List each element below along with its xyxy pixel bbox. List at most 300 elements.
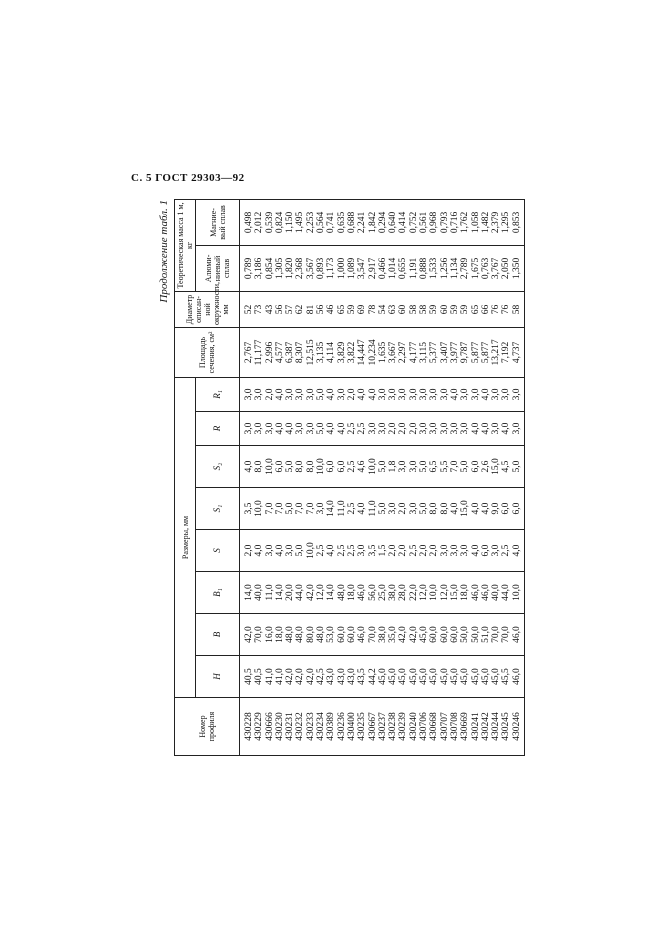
cell-s1-6: 7,0 bbox=[305, 502, 316, 515]
cell-s2-8: 6,0 bbox=[326, 460, 337, 473]
cell-diameter-11: 69 bbox=[357, 304, 368, 315]
cell-magnesium-22: 1,058 bbox=[470, 211, 481, 234]
cell-r-10: 2,5 bbox=[346, 422, 357, 435]
cell-aluminum-10: 1,089 bbox=[346, 257, 357, 280]
cell-profile-8: 430389 bbox=[326, 712, 337, 741]
cell-s2-10: 2,5 bbox=[346, 460, 357, 473]
cell-s-16: 2,5 bbox=[408, 544, 419, 557]
cell-b1-5: 44,0 bbox=[295, 584, 306, 601]
cell-r1-16: 3,0 bbox=[408, 388, 419, 401]
cell-profile-25: 430245 bbox=[501, 712, 512, 741]
cell-r-12: 3,0 bbox=[367, 422, 378, 435]
cell-s1-15: 2,0 bbox=[398, 502, 409, 515]
header-mass-group: Теоретическая масса 1 м, кг bbox=[175, 199, 196, 291]
cell-s-9: 2,5 bbox=[336, 544, 347, 557]
header-magnesium: Магние-вый сплав bbox=[196, 199, 240, 245]
cell-diameter-6: 81 bbox=[305, 304, 316, 315]
cell-aluminum-11: 3,547 bbox=[357, 257, 368, 280]
cell-r-14: 2,0 bbox=[388, 422, 399, 435]
cell-r1-14: 3,0 bbox=[388, 388, 399, 401]
cell-h-22: 45,0 bbox=[470, 668, 481, 685]
cell-area-14: 3,667 bbox=[388, 341, 399, 364]
cell-magnesium-24: 2,379 bbox=[491, 211, 502, 234]
cell-area-21: 9,787 bbox=[460, 341, 471, 364]
cell-diameter-12: 78 bbox=[367, 304, 378, 315]
cell-magnesium-25: 1,295 bbox=[501, 211, 512, 234]
cell-diameter-19: 60 bbox=[439, 304, 450, 315]
cell-b1-2: 11,0 bbox=[264, 584, 275, 601]
cell-s-0: 2,0 bbox=[244, 544, 254, 557]
cell-r1-3: 4,0 bbox=[274, 388, 285, 401]
cell-aluminum-2: 0,854 bbox=[264, 257, 275, 280]
cell-r1-12: 4,0 bbox=[367, 388, 378, 401]
cell-b-10: 60,0 bbox=[346, 626, 357, 643]
cell-h-11: 43,5 bbox=[357, 668, 368, 685]
cell-area-0: 2,767 bbox=[244, 341, 254, 364]
cell-s1-22: 4,0 bbox=[470, 502, 481, 515]
cell-b1-15: 28,0 bbox=[398, 584, 409, 601]
cell-b1-8: 14,0 bbox=[326, 584, 337, 601]
cell-area-19: 3,407 bbox=[439, 341, 450, 364]
cell-aluminum-25: 2,050 bbox=[501, 257, 512, 280]
cell-s1-4: 5,0 bbox=[285, 502, 296, 515]
cell-s1-9: 11,0 bbox=[336, 500, 347, 517]
cell-magnesium-21: 1,762 bbox=[460, 211, 471, 234]
cell-h-4: 42,0 bbox=[285, 668, 296, 685]
cell-h-19: 45,0 bbox=[439, 668, 450, 685]
cell-b-11: 46,0 bbox=[357, 626, 368, 643]
cell-r1-6: 3,0 bbox=[305, 388, 316, 401]
rotated-table-block bbox=[158, 200, 522, 756]
cell-aluminum-8: 1,173 bbox=[326, 257, 337, 280]
cell-diameter-9: 65 bbox=[336, 304, 347, 315]
cell-magnesium-17: 0,561 bbox=[419, 211, 430, 234]
cell-s-25: 2,5 bbox=[501, 544, 512, 557]
cell-profile-10: 430400 bbox=[346, 712, 357, 741]
cell-s2-17: 5,0 bbox=[419, 460, 430, 473]
cell-area-3: 4,577 bbox=[274, 341, 285, 364]
cell-r-18: 3,0 bbox=[429, 422, 440, 435]
col-s1 bbox=[240, 488, 525, 530]
cell-b-26: 46,0 bbox=[511, 626, 522, 643]
cell-s2-15: 3,0 bbox=[398, 460, 409, 473]
cell-profile-12: 430667 bbox=[367, 712, 378, 741]
cell-r-6: 3,0 bbox=[305, 422, 316, 435]
cell-s-26: 4,0 bbox=[511, 544, 522, 557]
cell-b-19: 60,0 bbox=[439, 626, 450, 643]
cell-s1-3: 7,0 bbox=[274, 502, 285, 515]
cell-s1-24: 9,0 bbox=[491, 502, 502, 515]
cell-area-24: 13,217 bbox=[491, 339, 502, 366]
cell-s1-25: 6,0 bbox=[501, 502, 512, 515]
cell-h-7: 42,5 bbox=[316, 668, 327, 685]
cell-h-2: 41,0 bbox=[264, 668, 275, 685]
cell-s1-2: 7,0 bbox=[264, 502, 275, 515]
cell-s2-5: 8,0 bbox=[295, 460, 306, 473]
cell-r-11: 2,5 bbox=[357, 422, 368, 435]
cell-b1-11: 46,0 bbox=[357, 584, 368, 601]
cell-r-17: 3,0 bbox=[419, 422, 430, 435]
cell-aluminum-12: 2,917 bbox=[367, 257, 378, 280]
cell-r-9: 4,0 bbox=[336, 422, 347, 435]
cell-s1-20: 4,0 bbox=[449, 502, 460, 515]
cell-profile-23: 430242 bbox=[480, 712, 491, 741]
cell-b1-23: 46,0 bbox=[480, 584, 491, 601]
cell-r1-19: 3,0 bbox=[439, 388, 450, 401]
cell-area-1: 11,177 bbox=[254, 339, 265, 366]
cell-magnesium-2: 0,539 bbox=[264, 211, 275, 234]
cell-b1-1: 40,0 bbox=[254, 584, 265, 601]
cell-magnesium-9: 0,635 bbox=[336, 211, 347, 234]
col-aluminum bbox=[240, 245, 525, 291]
cell-r-19: 3,0 bbox=[439, 422, 450, 435]
cell-r-13: 3,0 bbox=[377, 422, 388, 435]
cell-b-9: 60,0 bbox=[336, 626, 347, 643]
cell-profile-13: 430237 bbox=[377, 712, 388, 741]
cell-profile-22: 430241 bbox=[470, 712, 481, 741]
cell-s-10: 2,5 bbox=[346, 544, 357, 557]
col-s bbox=[240, 530, 525, 572]
header-diameter: Диаметр описан-ной окружности, мм bbox=[175, 291, 240, 327]
cell-profile-17: 430706 bbox=[419, 712, 430, 741]
cell-area-22: 5,877 bbox=[470, 341, 481, 364]
cell-r1-9: 3,0 bbox=[336, 388, 347, 401]
cell-b1-3: 14,0 bbox=[274, 584, 285, 601]
cell-diameter-3: 56 bbox=[274, 304, 285, 315]
cell-s-11: 3,0 bbox=[357, 544, 368, 557]
cell-b1-25: 44,0 bbox=[501, 584, 512, 601]
cell-h-12: 44,2 bbox=[367, 668, 378, 685]
cell-r1-24: 3,0 bbox=[491, 388, 502, 401]
cell-diameter-8: 46 bbox=[326, 304, 337, 315]
cell-area-23: 5,877 bbox=[480, 341, 491, 364]
col-diameter bbox=[240, 291, 525, 327]
cell-aluminum-15: 0,655 bbox=[398, 257, 409, 280]
cell-profile-16: 430240 bbox=[408, 712, 419, 741]
cell-r-0: 3,0 bbox=[244, 422, 254, 435]
cell-magnesium-6: 2,253 bbox=[305, 211, 316, 234]
cell-s2-19: 5,5 bbox=[439, 460, 450, 473]
cell-r1-5: 3,0 bbox=[295, 388, 306, 401]
cell-area-8: 4,114 bbox=[326, 341, 337, 363]
header-b1: B₁ bbox=[196, 572, 240, 614]
cell-s-17: 2,0 bbox=[419, 544, 430, 557]
cell-area-16: 4,177 bbox=[408, 341, 419, 364]
cell-aluminum-18: 1,533 bbox=[429, 257, 440, 280]
cell-s-1: 4,0 bbox=[254, 544, 265, 557]
cell-area-10: 3,822 bbox=[346, 341, 357, 364]
cell-h-17: 45,0 bbox=[419, 668, 430, 685]
cell-s2-7: 10,0 bbox=[316, 458, 327, 475]
cell-magnesium-1: 2,012 bbox=[254, 211, 265, 234]
cell-s2-2: 10,0 bbox=[264, 458, 275, 475]
cell-b1-17: 12,0 bbox=[419, 584, 430, 601]
cell-h-25: 45,5 bbox=[501, 668, 512, 685]
cell-area-17: 3,115 bbox=[419, 341, 430, 363]
cell-h-20: 45,0 bbox=[449, 668, 460, 685]
col-r bbox=[240, 412, 525, 446]
cell-s1-23: 4,0 bbox=[480, 502, 491, 515]
cell-aluminum-17: 0,888 bbox=[419, 257, 430, 280]
cell-b-16: 42,0 bbox=[408, 626, 419, 643]
cell-diameter-20: 59 bbox=[449, 304, 460, 315]
cell-b1-12: 56,0 bbox=[367, 584, 378, 601]
col-s2 bbox=[240, 446, 525, 488]
cell-r1-23: 4,0 bbox=[480, 388, 491, 401]
cell-r-2: 3,0 bbox=[264, 422, 275, 435]
cell-s1-1: 10,0 bbox=[254, 500, 265, 517]
cell-s1-8: 14,0 bbox=[326, 500, 337, 517]
cell-profile-18: 430668 bbox=[429, 712, 440, 741]
cell-area-11: 14,447 bbox=[357, 339, 368, 366]
cell-area-18: 5,377 bbox=[429, 341, 440, 364]
cell-h-8: 43,0 bbox=[326, 668, 337, 685]
cell-r-22: 4,0 bbox=[470, 422, 481, 435]
cell-profile-19: 430707 bbox=[439, 712, 450, 741]
cell-diameter-4: 57 bbox=[285, 304, 296, 315]
cell-magnesium-19: 0,793 bbox=[439, 211, 450, 234]
cell-r-4: 4,0 bbox=[285, 422, 296, 435]
cell-profile-5: 430232 bbox=[295, 712, 306, 741]
cell-b1-10: 18,0 bbox=[346, 584, 357, 601]
cell-magnesium-12: 1,842 bbox=[367, 211, 378, 234]
col-b1 bbox=[240, 572, 525, 614]
cell-b-3: 18,0 bbox=[274, 626, 285, 643]
cell-r-20: 3,0 bbox=[449, 422, 460, 435]
cell-diameter-5: 62 bbox=[295, 304, 306, 315]
cell-aluminum-23: 0,763 bbox=[480, 257, 491, 280]
cell-b-25: 70,0 bbox=[501, 626, 512, 643]
cell-s1-13: 5,0 bbox=[377, 502, 388, 515]
cell-b-0: 42,0 bbox=[244, 626, 254, 643]
cell-diameter-16: 58 bbox=[408, 304, 419, 315]
cell-area-9: 3,829 bbox=[336, 341, 347, 364]
cell-b-17: 45,0 bbox=[419, 626, 430, 643]
cell-s-14: 2,0 bbox=[388, 544, 399, 557]
cell-profile-9: 430236 bbox=[336, 712, 347, 741]
cell-s-3: 4,0 bbox=[274, 544, 285, 557]
cell-s2-3: 6,0 bbox=[274, 460, 285, 473]
cell-r1-13: 3,0 bbox=[377, 388, 388, 401]
cell-s2-25: 4,5 bbox=[501, 460, 512, 473]
cell-s-2: 3,0 bbox=[264, 544, 275, 557]
cell-s1-19: 8,0 bbox=[439, 502, 450, 515]
table-caption: Продолжение табл. 1 bbox=[158, 200, 170, 303]
cell-magnesium-4: 1,150 bbox=[285, 211, 296, 234]
cell-diameter-18: 59 bbox=[429, 304, 440, 315]
cell-aluminum-13: 0,466 bbox=[377, 257, 388, 280]
cell-h-13: 45,0 bbox=[377, 668, 388, 685]
header-dimensions-group: Размеры, мм bbox=[175, 377, 196, 697]
cell-s2-6: 8,0 bbox=[305, 460, 316, 473]
cell-h-24: 45,0 bbox=[491, 668, 502, 685]
cell-aluminum-24: 3,767 bbox=[491, 257, 502, 280]
cell-profile-20: 430708 bbox=[449, 712, 460, 741]
cell-s2-21: 5,0 bbox=[460, 460, 471, 473]
cell-magnesium-3: 0,824 bbox=[274, 211, 285, 234]
cell-aluminum-9: 1,000 bbox=[336, 257, 347, 280]
cell-profile-7: 430234 bbox=[316, 712, 327, 741]
cell-b1-26: 10,0 bbox=[511, 584, 522, 601]
header-s1: S₁ bbox=[196, 488, 240, 530]
cell-b-13: 38,0 bbox=[377, 626, 388, 643]
cell-diameter-26: 58 bbox=[511, 304, 522, 315]
cell-s1-11: 4,0 bbox=[357, 502, 368, 515]
cell-diameter-14: 63 bbox=[388, 304, 399, 315]
col-magnesium bbox=[240, 199, 525, 245]
header-b: B bbox=[196, 614, 240, 656]
cell-aluminum-22: 1,675 bbox=[470, 257, 481, 280]
cell-s-7: 2,5 bbox=[316, 544, 327, 557]
cell-s-18: 2,0 bbox=[429, 544, 440, 557]
cell-s1-10: 2,5 bbox=[346, 502, 357, 515]
cell-h-18: 45,0 bbox=[429, 668, 440, 685]
cell-b-22: 50,0 bbox=[470, 626, 481, 643]
cell-r1-18: 3,0 bbox=[429, 388, 440, 401]
cell-h-15: 45,0 bbox=[398, 668, 409, 685]
cell-s2-1: 8,0 bbox=[254, 460, 265, 473]
cell-s2-18: 6,5 bbox=[429, 460, 440, 473]
cell-s-19: 3,0 bbox=[439, 544, 450, 557]
cell-s2-11: 4,6 bbox=[357, 460, 368, 473]
cell-area-6: 12,515 bbox=[305, 339, 316, 366]
cell-magnesium-16: 0,752 bbox=[408, 211, 419, 234]
cell-profile-26: 430246 bbox=[511, 712, 522, 741]
col-b bbox=[240, 614, 525, 656]
header-r: R bbox=[196, 412, 240, 446]
cell-magnesium-7: 0,564 bbox=[316, 211, 327, 234]
cell-r1-2: 2,0 bbox=[264, 388, 275, 401]
cell-r1-20: 4,0 bbox=[449, 388, 460, 401]
cell-h-10: 43,0 bbox=[346, 668, 357, 685]
col-profile bbox=[240, 698, 525, 756]
cell-diameter-24: 76 bbox=[491, 304, 502, 315]
cell-diameter-7: 56 bbox=[316, 304, 327, 315]
cell-r1-25: 3,0 bbox=[501, 388, 512, 401]
cell-aluminum-14: 1,014 bbox=[388, 257, 399, 280]
cell-b-6: 80,0 bbox=[305, 626, 316, 643]
cell-b-2: 16,0 bbox=[264, 626, 275, 643]
cell-b-23: 51,0 bbox=[480, 626, 491, 643]
profiles-table bbox=[174, 199, 525, 756]
cell-s2-14: 1,8 bbox=[388, 460, 399, 473]
cell-b1-19: 12,0 bbox=[439, 584, 450, 601]
header-r1: R₁ bbox=[196, 377, 240, 411]
cell-s1-12: 11,0 bbox=[367, 500, 378, 517]
cell-diameter-15: 60 bbox=[398, 304, 409, 315]
cell-s-20: 3,0 bbox=[449, 544, 460, 557]
cell-s-24: 3,0 bbox=[491, 544, 502, 557]
cell-s1-0: 3,5 bbox=[244, 502, 254, 515]
cell-aluminum-0: 0,789 bbox=[244, 257, 254, 280]
cell-profile-2: 430666 bbox=[264, 712, 275, 741]
cell-b1-22: 46,0 bbox=[470, 584, 481, 601]
cell-r-26: 3,0 bbox=[511, 422, 522, 435]
cell-area-26: 4,737 bbox=[511, 341, 522, 364]
cell-s-8: 4,0 bbox=[326, 544, 337, 557]
cell-s2-16: 3,0 bbox=[408, 460, 419, 473]
cell-diameter-0: 52 bbox=[244, 304, 254, 315]
cell-aluminum-16: 1,191 bbox=[408, 257, 419, 280]
cell-s1-26: 6,0 bbox=[511, 502, 522, 515]
cell-b-18: 60,0 bbox=[429, 626, 440, 643]
cell-h-5: 42,0 bbox=[295, 668, 306, 685]
cell-s1-5: 7,0 bbox=[295, 502, 306, 515]
cell-diameter-1: 73 bbox=[254, 304, 265, 315]
cell-area-4: 6,387 bbox=[285, 341, 296, 364]
cell-b1-7: 12,0 bbox=[316, 584, 327, 601]
cell-h-26: 46,0 bbox=[511, 668, 522, 685]
cell-aluminum-1: 3,186 bbox=[254, 257, 265, 280]
cell-profile-11: 430235 bbox=[357, 712, 368, 741]
cell-s-15: 2,0 bbox=[398, 544, 409, 557]
cell-s2-13: 5,0 bbox=[377, 460, 388, 473]
cell-diameter-13: 54 bbox=[377, 304, 388, 315]
cell-magnesium-20: 0,716 bbox=[449, 211, 460, 234]
cell-s2-26: 5,0 bbox=[511, 460, 522, 473]
cell-r1-4: 3,0 bbox=[285, 388, 296, 401]
header-s: S bbox=[196, 530, 240, 572]
cell-profile-14: 430238 bbox=[388, 712, 399, 741]
cell-b-5: 48,0 bbox=[295, 626, 306, 643]
cell-magnesium-5: 1,495 bbox=[295, 211, 306, 234]
cell-h-16: 45,0 bbox=[408, 668, 419, 685]
cell-area-15: 2,297 bbox=[398, 341, 409, 364]
cell-aluminum-5: 2,368 bbox=[295, 257, 306, 280]
cell-magnesium-8: 0,741 bbox=[326, 211, 337, 234]
cell-s1-16: 3,0 bbox=[408, 502, 419, 515]
cell-s-13: 1,5 bbox=[377, 544, 388, 557]
cell-r1-1: 3,0 bbox=[254, 388, 265, 401]
cell-r-5: 3,0 bbox=[295, 422, 306, 435]
cell-magnesium-15: 0,414 bbox=[398, 211, 409, 234]
cell-area-2: 2,996 bbox=[264, 341, 275, 364]
cell-b1-9: 48,0 bbox=[336, 584, 347, 601]
cell-s-4: 3,0 bbox=[285, 544, 296, 557]
cell-h-21: 45,0 bbox=[460, 668, 471, 685]
cell-diameter-21: 59 bbox=[460, 304, 471, 315]
cell-b1-16: 22,0 bbox=[408, 584, 419, 601]
cell-s1-18: 8,0 bbox=[429, 502, 440, 515]
cell-s1-7: 3,0 bbox=[316, 502, 327, 515]
cell-r1-10: 2,0 bbox=[346, 388, 357, 401]
cell-profile-6: 430233 bbox=[305, 712, 316, 741]
cell-profile-15: 430239 bbox=[398, 712, 409, 741]
cell-r-15: 2,0 bbox=[398, 422, 409, 435]
cell-diameter-22: 65 bbox=[470, 304, 481, 315]
cell-profile-1: 430229 bbox=[254, 712, 265, 741]
cell-b1-13: 25,0 bbox=[377, 584, 388, 601]
header-h: H bbox=[196, 656, 240, 698]
cell-b1-18: 10,0 bbox=[429, 584, 440, 601]
header-s2: S₂ bbox=[196, 446, 240, 488]
cell-profile-3: 430230 bbox=[274, 712, 285, 741]
cell-b-8: 53,0 bbox=[326, 626, 337, 643]
cell-b-24: 70,0 bbox=[491, 626, 502, 643]
cell-s-6: 10,0 bbox=[305, 542, 316, 559]
cell-aluminum-7: 0,893 bbox=[316, 257, 327, 280]
cell-h-1: 40,5 bbox=[254, 668, 265, 685]
cell-profile-24: 430244 bbox=[491, 712, 502, 741]
cell-aluminum-4: 1,820 bbox=[285, 257, 296, 280]
cell-magnesium-13: 0,294 bbox=[377, 211, 388, 234]
cell-s2-23: 2,6 bbox=[480, 460, 491, 473]
col-h bbox=[240, 656, 525, 698]
cell-s1-17: 5,0 bbox=[419, 502, 430, 515]
cell-diameter-17: 58 bbox=[419, 304, 430, 315]
col-r1 bbox=[240, 377, 525, 411]
cell-h-23: 45,0 bbox=[480, 668, 491, 685]
